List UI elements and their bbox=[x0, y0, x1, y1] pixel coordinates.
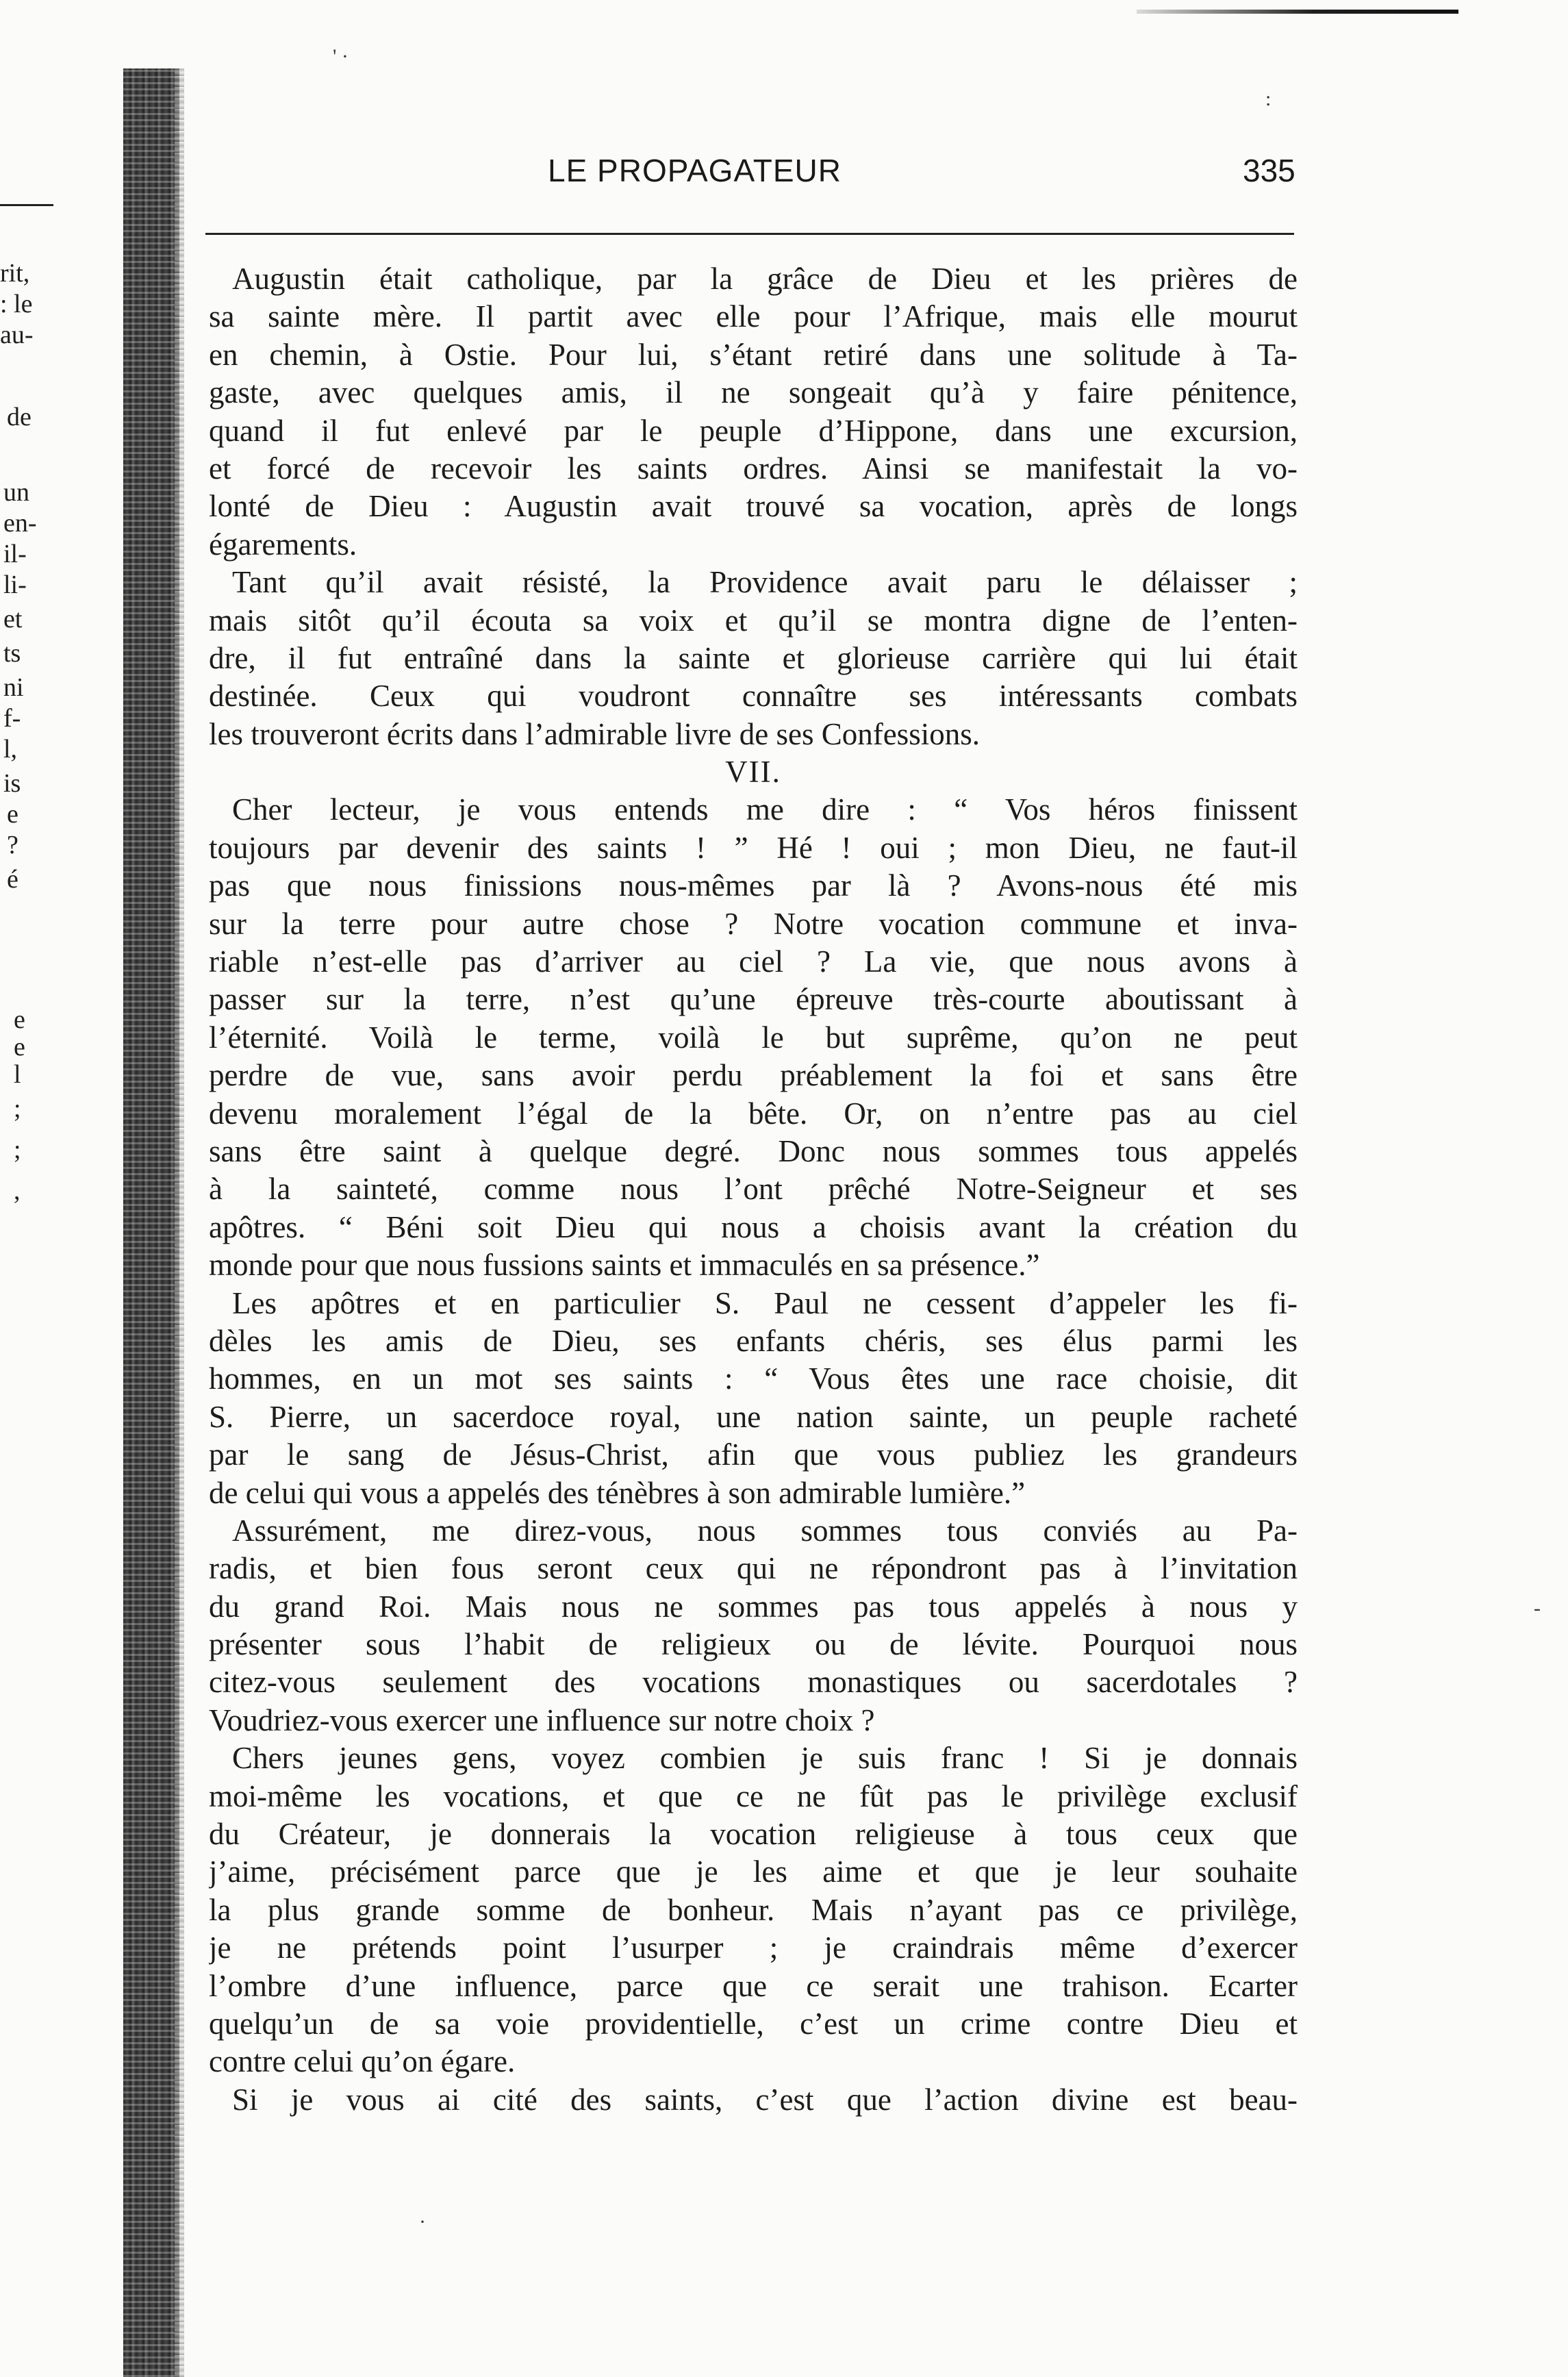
text-line: par le sang de Jésus-Christ, afin que vous publiez les grandeurs bbox=[209, 1437, 1298, 1472]
binding-gutter bbox=[123, 68, 179, 2377]
text-line: quelqu’un de sa voie providentielle, c’est un crime contre Dieu et bbox=[209, 2006, 1298, 2041]
facing-page-fragment: ni bbox=[3, 673, 24, 702]
facing-page-fragment: e bbox=[7, 800, 18, 829]
facing-page-fragment: de bbox=[7, 403, 31, 431]
text-line: je ne prétends point l’usurper ; je craindrais même d’exercer bbox=[209, 1930, 1298, 1965]
text-line: présenter sous l’habit de religieux ou de lévite. Pourquoi nous bbox=[209, 1627, 1298, 1662]
facing-page-fragment: f- bbox=[3, 704, 21, 733]
page-number: 335 bbox=[1243, 153, 1295, 188]
stray-mark-bottom: · bbox=[419, 2211, 426, 2233]
text-line: riable n’est-elle pas d’arriver au ciel ? La vie, que nous avons à bbox=[209, 944, 1298, 979]
facing-page-fragment: e bbox=[14, 1005, 25, 1034]
text-line: gaste, avec quelques amis, il ne songeait qu’à y faire pénitence, bbox=[209, 375, 1298, 410]
facing-page-fragment: ; bbox=[14, 1094, 21, 1123]
facing-page-fragment: l, bbox=[3, 735, 18, 764]
binding-gutter-edge bbox=[175, 68, 184, 2377]
text-line: toujours par devenir des saints ! ” Hé ! oui ; mon Dieu, ne faut-il bbox=[209, 830, 1298, 865]
text-line: Tant qu’il avait résisté, la Providence avait paru le délaisser ; bbox=[232, 565, 1298, 600]
body-text bbox=[209, 260, 1298, 2119]
facing-page-fragment: li- bbox=[3, 570, 27, 599]
stray-mark-right: - bbox=[1534, 1597, 1541, 1620]
facing-page-fragment: rit, bbox=[0, 259, 30, 288]
section-heading: VII. bbox=[725, 755, 781, 790]
text-line: du grand Roi. Mais nous ne sommes pas tous appelés à nous y bbox=[209, 1589, 1298, 1624]
facing-page-fragment: ; bbox=[14, 1135, 21, 1164]
text-line: j’aime, précisément parce que je les aime et que je leur souhaite bbox=[209, 1854, 1298, 1889]
facing-page-fragment: en- bbox=[3, 509, 37, 538]
text-line: la plus grande somme de bonheur. Mais n’ayant pas ce privilège, bbox=[209, 1892, 1298, 1927]
text-line: citez-vous seulement des vocations monastiques ou sacerdotales ? bbox=[209, 1665, 1298, 1700]
text-line: et forcé de recevoir les saints ordres. Ainsi se manifestait la vo- bbox=[209, 451, 1298, 486]
stray-mark-top: ' · bbox=[333, 45, 349, 68]
text-line: à la sainteté, comme nous l’ont prêché Notre-Seigneur et ses bbox=[209, 1172, 1298, 1207]
stray-mark-top-right: : bbox=[1265, 88, 1272, 110]
facing-page-fragment: au- bbox=[0, 320, 34, 349]
facing-page-fragment: l bbox=[14, 1060, 21, 1089]
text-line: Augustin était catholique, par la grâce de Dieu et les prières de bbox=[232, 262, 1298, 296]
facing-page-fragment: ts bbox=[3, 639, 21, 668]
text-line: moi-même les vocations, et que ce ne fût pas le privilège exclusif bbox=[209, 1778, 1298, 1813]
facing-page-fragment: é bbox=[7, 865, 18, 894]
text-line: hommes, en un mot ses saints : “ Vous êtes une race choisie, dit bbox=[209, 1361, 1298, 1396]
text-line: Les apôtres et en particulier S. Paul ne cessent d’appeler les fi- bbox=[232, 1285, 1298, 1320]
text-line: apôtres. “ Béni soit Dieu qui nous a choisis avant la création du bbox=[209, 1209, 1298, 1244]
running-head: LE PROPAGATEUR bbox=[548, 153, 842, 188]
text-line: l’ombre d’une influence, parce que ce serait une trahison. Ecarter bbox=[209, 1968, 1298, 2003]
text-line: en chemin, à Ostie. Pour lui, s’étant retiré dans une solitude à Ta- bbox=[209, 337, 1298, 372]
text-line: destinée. Ceux qui voudront connaître ses intéressants combats bbox=[209, 679, 1298, 714]
text-line: lonté de Dieu : Augustin avait trouvé sa vocation, après de longs bbox=[209, 489, 1298, 524]
facing-page-fragment: un bbox=[3, 478, 29, 507]
text-line: perdre de vue, sans avoir perdu préablement la foi et sans être bbox=[209, 1058, 1298, 1093]
text-line: S. Pierre, un sacerdoce royal, une nation sainte, un peuple racheté bbox=[209, 1399, 1298, 1434]
text-line: les trouveront écrits dans l’admirable livre de ses Confessions. bbox=[209, 716, 980, 751]
text-line: du Créateur, je donnerais la vocation religieuse à tous ceux que bbox=[209, 1817, 1298, 1852]
text-line: sur la terre pour autre chose ? Notre vocation commune et inva- bbox=[209, 906, 1298, 941]
facing-page-fragment: ? bbox=[7, 831, 18, 859]
facing-page-rule bbox=[0, 204, 53, 206]
text-line: devenu moralement l’égal de la bête. Or, on n’entre pas au ciel bbox=[209, 1096, 1298, 1131]
facing-page-fragment: is bbox=[3, 769, 21, 798]
text-line: Cher lecteur, je vous entends me dire : “ Vos héros finissent bbox=[232, 792, 1298, 827]
text-line: dre, il fut entraîné dans la sainte et glorieuse carrière qui lui était bbox=[209, 640, 1298, 675]
text-line: Chers jeunes gens, voyez combien je suis franc ! Si je donnais bbox=[232, 1741, 1298, 1776]
text-line: contre celui qu’on égare. bbox=[209, 2044, 516, 2079]
scan-top-rule bbox=[1137, 10, 1458, 14]
text-line: sa sainte mère. Il partit avec elle pour l’Afrique, mais elle mourut bbox=[209, 299, 1298, 334]
text-line: de celui qui vous a appelés des ténèbres à son admirable lumière.” bbox=[209, 1475, 1026, 1510]
text-line: pas que nous finissions nous-mêmes par là ? Avons-nous été mis bbox=[209, 868, 1298, 903]
text-line: Si je vous ai cité des saints, c’est que l’action divine est beau- bbox=[232, 2082, 1298, 2117]
header-rule bbox=[205, 233, 1294, 235]
text-line: Assurément, me direz-vous, nous sommes tous conviés au Pa- bbox=[232, 1513, 1298, 1548]
text-line: radis, et bien fous seront ceux qui ne répondront pas à l’invitation bbox=[209, 1551, 1298, 1586]
facing-page-fragment: : le bbox=[0, 290, 33, 318]
text-line: monde pour que nous fussions saints et immaculés en sa présence.” bbox=[209, 1248, 1040, 1283]
text-line: passer sur la terre, n’est qu’une épreuve très-courte aboutissant à bbox=[209, 982, 1298, 1017]
text-line: mais sitôt qu’il écouta sa voix et qu’il se montra digne de l’enten- bbox=[209, 603, 1298, 638]
facing-page-fragment: , bbox=[14, 1177, 21, 1205]
text-line: égarements. bbox=[209, 527, 357, 562]
text-line: quand il fut enlevé par le peuple d’Hippone, dans une excursion, bbox=[209, 413, 1298, 448]
facing-page-fragment: et bbox=[3, 605, 23, 633]
text-line: Voudriez-vous exercer une influence sur notre choix ? bbox=[209, 1702, 875, 1737]
text-line: l’éternité. Voilà le terme, voilà le but suprême, qu’on ne peut bbox=[209, 1020, 1298, 1055]
text-line: dèles les amis de Dieu, ses enfants chéris, ses élus parmi les bbox=[209, 1323, 1298, 1358]
facing-page-fragment: il- bbox=[3, 540, 27, 568]
facing-page-fragment: e bbox=[14, 1033, 25, 1061]
text-line: sans être saint à quelque degré. Donc nous sommes tous appelés bbox=[209, 1133, 1298, 1168]
